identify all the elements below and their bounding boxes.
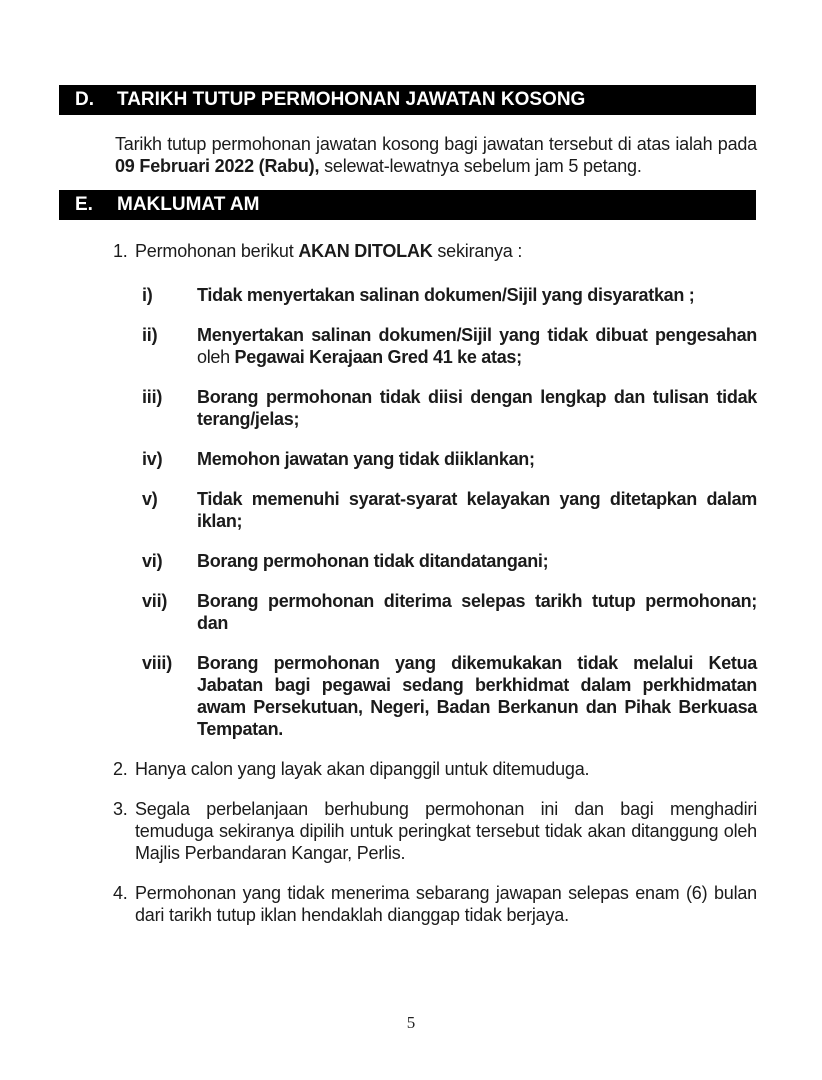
roman-item-ii-run-3: Pegawai Kerajaan Gred 41 ke atas; xyxy=(234,347,522,367)
rejection-reasons-list xyxy=(142,284,757,740)
general-info-list xyxy=(113,240,757,926)
item-1-bold: AKAN DITOLAK xyxy=(298,241,433,261)
list-item-1-body xyxy=(135,240,757,740)
item-1-text-pre: Permohonan berikut xyxy=(135,241,299,261)
roman-item-v xyxy=(142,488,757,532)
roman-item-ii xyxy=(142,324,757,368)
roman-item-viii-label: viii) xyxy=(142,653,173,673)
section-e-title: MAKLUMAT AM xyxy=(117,194,260,215)
roman-item-vii-text: Borang permohonan diterima selepas tarikh tutup permohonan; dan xyxy=(197,591,757,633)
list-item-3-number: 3. xyxy=(113,799,128,819)
roman-item-vii-label: vii) xyxy=(142,591,168,611)
list-item-3-text: Segala perbelanjaan berhubung permohonan ini dan bagi menghadiri temuduga sekiranya dipilih untuk peringkat tersebut tidak akan ditanggung oleh Majlis Perbandaran Kangar, Perlis. xyxy=(135,799,757,863)
item-1-text-post: sekiranya : xyxy=(432,241,523,261)
roman-item-ii-run-1: Menyertakan salinan dokumen/Sijil yang tidak dibuat pengesahan xyxy=(197,325,757,345)
closing-date-text-pre: Tarikh tutup permohonan jawatan kosong bagi jawatan tersebut di atas ialah pada xyxy=(115,134,757,154)
roman-item-viii-text: Borang permohonan yang dikemukakan tidak melalui Ketua Jabatan bagi pegawai sedang berkhidmat dalam perkhidmatan awam Persekutuan, Negeri, Badan Berkanun dan Pihak Berkuasa Tempatan. xyxy=(197,653,757,739)
list-item-2-text: Hanya calon yang layak akan dipanggil untuk ditemuduga. xyxy=(135,759,590,779)
closing-date-text-post: selewat-lewatnya sebelum jam 5 petang. xyxy=(319,156,642,176)
list-item-2-number: 2. xyxy=(113,759,128,779)
list-item-4-text: Permohonan yang tidak menerima sebarang jawapan selepas enam (6) bulan dari tarikh tutup iklan hendaklah dianggap tidak berjaya. xyxy=(135,883,757,925)
section-e-header xyxy=(59,190,756,220)
section-d-letter: D. xyxy=(75,89,94,110)
roman-item-ii-run-2: oleh xyxy=(197,347,235,367)
roman-item-iii-label: iii) xyxy=(142,387,163,407)
closing-date-bold: 09 Februari 2022 (Rabu), xyxy=(115,156,320,176)
roman-item-vi xyxy=(142,550,757,572)
section-d-title: TARIKH TUTUP PERMOHONAN JAWATAN KOSONG xyxy=(117,89,586,110)
section-e-letter: E. xyxy=(75,194,93,215)
roman-item-iii-text: Borang permohonan tidak diisi dengan lengkap dan tulisan tidak terang/jelas; xyxy=(197,387,757,429)
section-d-header xyxy=(59,85,756,115)
roman-item-vi-label: vi) xyxy=(142,551,163,571)
roman-item-iv-text: Memohon jawatan yang tidak diiklankan; xyxy=(197,449,535,469)
list-item-3 xyxy=(113,798,757,864)
list-item-1-number: 1. xyxy=(113,241,128,261)
roman-item-iv xyxy=(142,448,757,470)
roman-item-vii xyxy=(142,590,757,634)
roman-item-i xyxy=(142,284,757,306)
roman-item-vi-text: Borang permohonan tidak ditandatangani; xyxy=(197,551,549,571)
page-number: 5 xyxy=(406,1013,416,1032)
roman-item-viii xyxy=(142,652,757,740)
roman-item-i-label: i) xyxy=(142,285,153,305)
roman-item-v-text: Tidak memenuhi syarat-syarat kelayakan yang ditetapkan dalam iklan; xyxy=(197,489,757,531)
closing-date-paragraph xyxy=(115,133,757,177)
list-item-2 xyxy=(113,758,757,780)
roman-item-iii xyxy=(142,386,757,430)
roman-item-ii-label: ii) xyxy=(142,325,158,345)
roman-item-v-label: v) xyxy=(142,489,158,509)
roman-item-ii-text xyxy=(197,324,757,368)
list-item-4-number: 4. xyxy=(113,883,128,903)
list-item-4 xyxy=(113,882,757,926)
list-item-1 xyxy=(113,240,757,740)
roman-item-i-text: Tidak menyertakan salinan dokumen/Sijil yang disyaratkan ; xyxy=(197,285,695,305)
roman-item-iv-label: iv) xyxy=(142,449,163,469)
